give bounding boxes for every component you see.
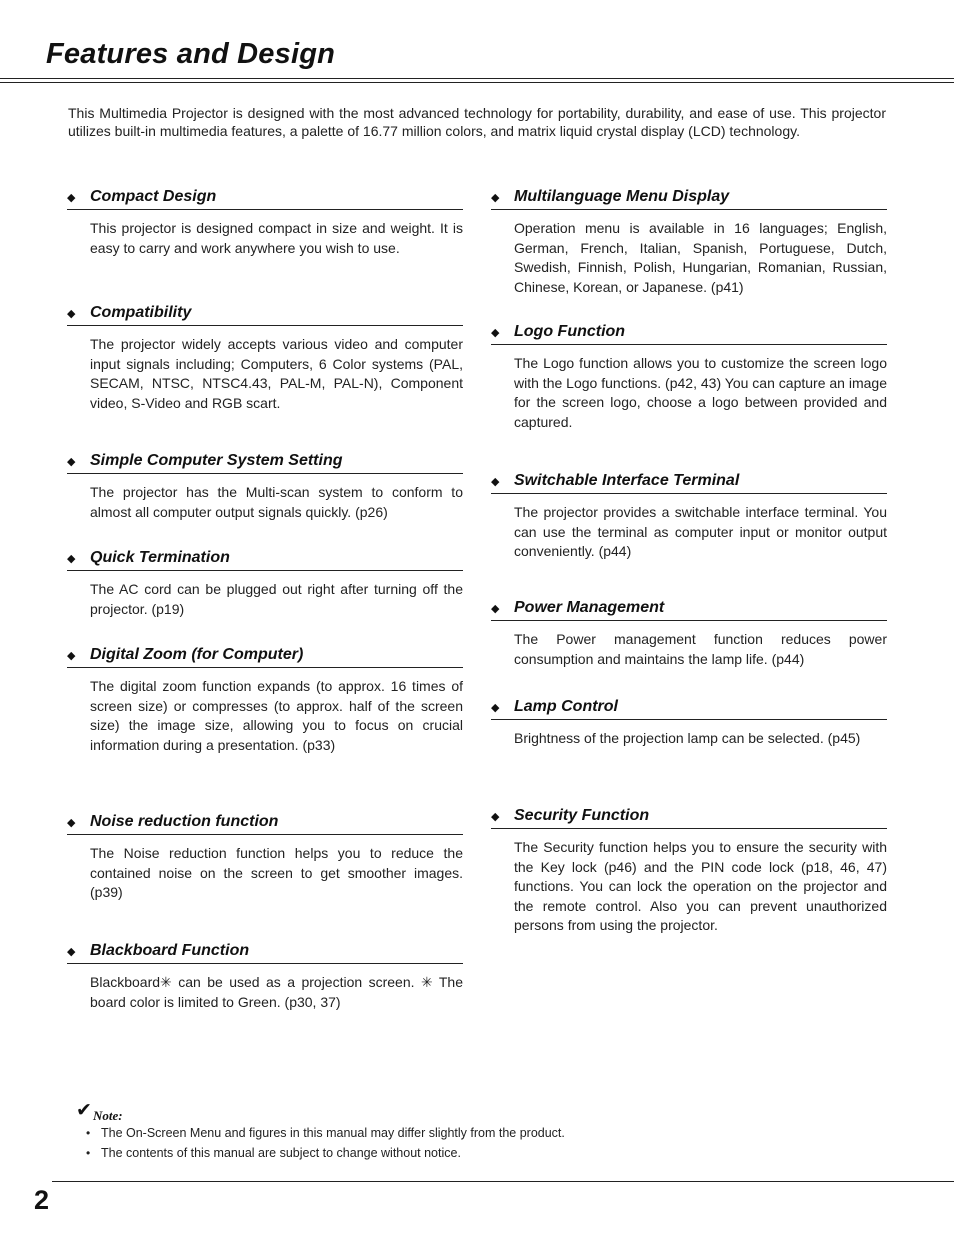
page-title: Features and Design [46,38,336,70]
feature-description: The AC cord can be plugged out right after turning off the projector. (p19) [90,581,463,617]
diamond-bullet-icon: ◆ [67,650,76,662]
feature-description: Operation menu is available in 16 languages; English, German, French, Italian, Spanish, Portuguese, Dutch, Swedish, Finnish, Polish, Hungarian, Romanian, Russian, Chinese, Korean, or Japanese. (p41) [514,220,887,295]
diamond-bullet-icon: ◆ [67,553,76,565]
diamond-bullet-icon: ◆ [491,327,500,339]
feature-description: The projector has the Multi-scan system to conform to almost all computer output signals quickly. (p26) [90,484,463,520]
feature-compact-design [67,187,463,258]
feature-heading [491,697,887,720]
check-mark-icon: ✔ [76,1100,92,1121]
feature-description: The Security function helps you to ensure the security with the Key lock (p46) and the PIN code lock (p18, 46, 47) functions. You can lock the operation on the projector and the remote control. Also you can prevent unauthorized persons from using the projector. [514,839,887,933]
feature-description: This projector is designed compact in size and weight. It is easy to carry and work anywhere you wish to use. [90,220,463,256]
feature-title: Noise reduction function [90,813,279,830]
feature-title: Power Management [514,599,665,616]
diamond-bullet-icon: ◆ [67,946,76,958]
page-number: 2 [34,1185,50,1215]
feature-quick-termination [67,548,463,619]
feature-heading [67,812,463,835]
feature-title: Compact Design [90,188,217,205]
feature-description: The Power management function reduces power consumption and maintains the lamp life. (p44) [514,631,887,667]
note-list [76,1123,776,1163]
feature-title: Security Function [514,807,650,824]
feature-digital-zoom [67,645,463,755]
feature-blackboard-function [67,941,463,1012]
feature-heading [491,187,887,210]
intro-paragraph: This Multimedia Projector is designed with the most advanced technology for portability, durability, and ease of use. This projector utilizes built-in multimedia features, a palette of 16.77 million colors, and matrix liquid crystal display (LCD) technology. [68,105,886,139]
feature-simple-computer-system-setting [67,451,463,522]
diamond-bullet-icon: ◆ [67,192,76,204]
feature-multilanguage-menu-display [491,187,887,297]
feature-title: Logo Function [514,323,626,340]
feature-switchable-interface-terminal [491,471,887,562]
note-item [76,1143,776,1163]
feature-lamp-control [491,697,887,749]
note-item-text: The contents of this manual are subject to change without notice. [101,1146,461,1160]
feature-heading [67,941,463,964]
feature-title: Switchable Interface Terminal [514,472,740,489]
feature-logo-function [491,322,887,432]
feature-heading [491,598,887,621]
feature-description: The Logo function allows you to customize the screen logo with the Logo functions. (p42, 43) You can capture an image for the screen logo, choose a logo between provided and captured. [514,355,887,430]
note-heading [76,1101,776,1121]
feature-heading [67,645,463,668]
feature-power-management [491,598,887,669]
feature-heading [67,548,463,571]
feature-description: Brightness of the projection lamp can be selected. (p45) [514,730,861,746]
feature-title: Simple Computer System Setting [90,452,343,469]
diamond-bullet-icon: ◆ [491,476,500,488]
feature-compatibility [67,303,463,413]
feature-heading [67,451,463,474]
note-label: Note: [93,1108,123,1123]
feature-description: Blackboard✳ can be used as a projection screen. ✳ The board color is limited to Green. (p30, 37) [90,974,463,1010]
feature-description: The Noise reduction function helps you to reduce the contained noise on the screen to get smoother images. (p39) [90,845,463,900]
feature-title: Multilanguage Menu Display [514,188,730,205]
note-section [76,1101,776,1163]
feature-description: The digital zoom function expands (to approx. 16 times of screen size) or compresses (to approx. half of the screen size) the image size, allowing you to focus on crucial information during a presentation. (p33) [90,678,463,753]
feature-description: The projector widely accepts various video and computer input signals including; Computers, 6 Color systems (PAL, SECAM, NTSC, NTSC4.43, PAL-M, PAL-N), Component video, S-Video and RGB scart. [90,336,463,411]
diamond-bullet-icon: ◆ [67,308,76,320]
feature-description: The projector provides a switchable interface terminal. You can use the terminal as computer input or monitor output conveniently. (p44) [514,504,887,559]
note-item [76,1123,776,1143]
dot-bullet-icon: • [86,1146,91,1160]
feature-title: Lamp Control [514,698,618,715]
note-item-text: The On-Screen Menu and figures in this manual may differ slightly from the product. [101,1126,565,1140]
dot-bullet-icon: • [86,1126,91,1140]
diamond-bullet-icon: ◆ [491,603,500,615]
feature-heading [67,187,463,210]
feature-title: Compatibility [90,304,192,321]
title-rule-thin [0,82,954,83]
feature-title: Quick Termination [90,549,230,566]
diamond-bullet-icon: ◆ [491,192,500,204]
feature-heading [491,471,887,494]
diamond-bullet-icon: ◆ [491,811,500,823]
feature-title: Digital Zoom (for Computer) [90,646,304,663]
feature-security-function [491,806,887,936]
feature-heading [491,322,887,345]
feature-heading [491,806,887,829]
feature-title: Blackboard Function [90,942,250,959]
feature-noise-reduction [67,812,463,903]
diamond-bullet-icon: ◆ [67,817,76,829]
footer-rule [52,1181,954,1182]
diamond-bullet-icon: ◆ [67,456,76,468]
feature-heading [67,303,463,326]
title-rule-thick [0,78,954,79]
diamond-bullet-icon: ◆ [491,702,500,714]
